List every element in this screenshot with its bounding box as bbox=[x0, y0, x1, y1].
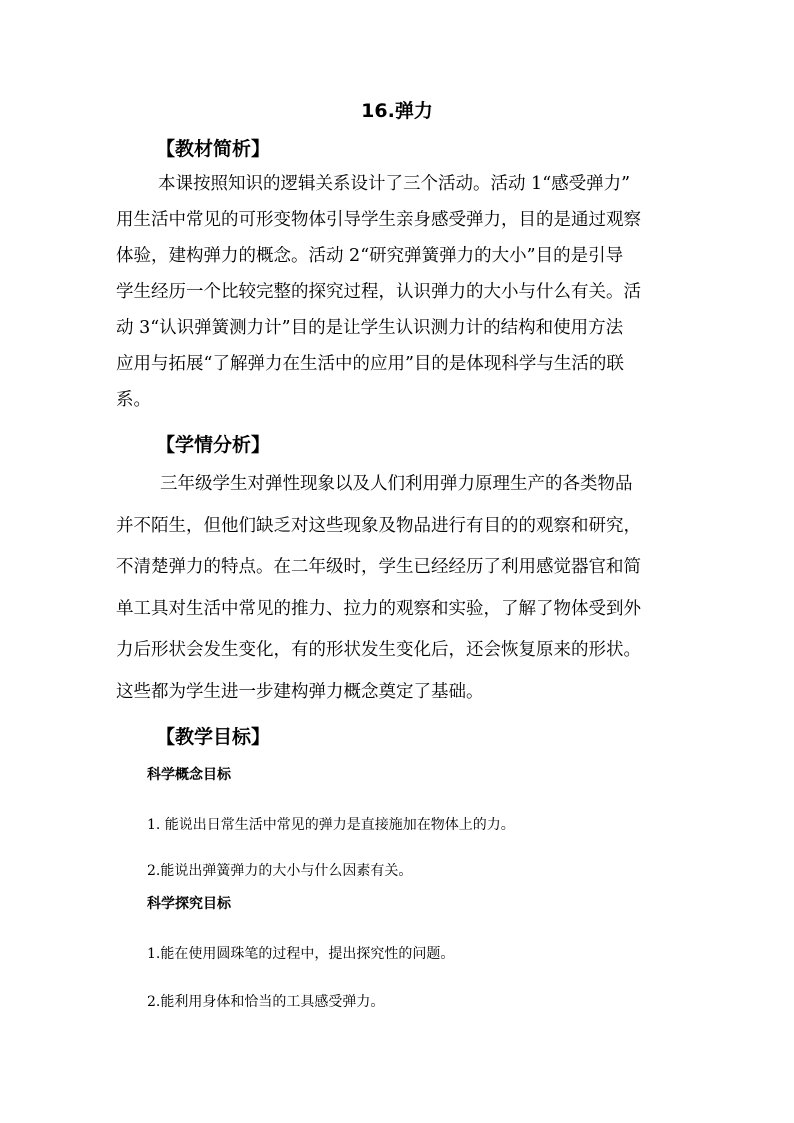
paragraph-line: 用生活中常见的可形变物体引导学生亲身感受弹力，目的是通过观察 bbox=[116, 210, 641, 230]
subheading-inquiry-goals: 科学探究目标 bbox=[147, 896, 231, 912]
paragraph-textbook-analysis bbox=[116, 166, 716, 418]
paragraph-line: 系。 bbox=[116, 390, 151, 410]
paragraph-line: 不清楚弹力的特点。在二年级时，学生已经经历了利用感觉器官和简 bbox=[116, 557, 641, 577]
goal-item: 2.能利用身体和恰当的工具感受弹力。 bbox=[147, 994, 385, 1010]
goal-item: 1. 能说出日常生活中常见的弹力是直接施加在物体上的力。 bbox=[147, 817, 515, 833]
paragraph-line: 三年级学生对弹性现象以及人们利用弹力原理生产的各类物品 bbox=[160, 474, 633, 494]
heading-teaching-goals: 【教学目标】 bbox=[156, 726, 271, 748]
goal-item: 2.能说出弹簧弹力的大小与什么因素有关。 bbox=[147, 863, 413, 879]
paragraph-student-analysis bbox=[116, 464, 716, 713]
paragraph-line: 学生经历一个比较完整的探究过程，认识弹力的大小与什么有关。活 bbox=[116, 282, 641, 302]
paragraph-line: 体验，建构弹力的概念。活动 2“研究弹簧弹力的大小”目的是引导 bbox=[116, 246, 624, 266]
page-title: 16.弹力 bbox=[361, 100, 433, 122]
paragraph-line: 并不陌生，但他们缺乏对这些现象及物品进行有目的的观察和研究， bbox=[116, 515, 641, 536]
paragraph-line: 力后形状会发生变化，有的形状发生变化后，还会恢复原来的形状。 bbox=[116, 640, 641, 660]
goal-item: 1.能在使用圆珠笔的过程中，提出探究性的问题。 bbox=[147, 946, 455, 962]
paragraph-line: 应用与拓展“了解弹力在生活中的应用”目的是体现科学与生活的联 bbox=[116, 354, 624, 374]
heading-student-analysis: 【学情分析】 bbox=[156, 434, 271, 456]
paragraph-line: 本课按照知识的逻辑关系设计了三个活动。活动 1“感受弹力” bbox=[158, 174, 631, 194]
heading-textbook-analysis: 【教材简析】 bbox=[156, 138, 271, 160]
paragraph-line: 动 3“认识弹簧测力计”目的是让学生认识测力计的结构和使用方法 bbox=[116, 318, 624, 338]
paragraph-line: 这些都为学生进一步建构弹力概念奠定了基础。 bbox=[116, 681, 484, 702]
paragraph-line: 单工具对生活中常见的推力、拉力的观察和实验，了解了物体受到外 bbox=[116, 598, 641, 619]
subheading-concept-goals: 科学概念目标 bbox=[147, 767, 231, 783]
